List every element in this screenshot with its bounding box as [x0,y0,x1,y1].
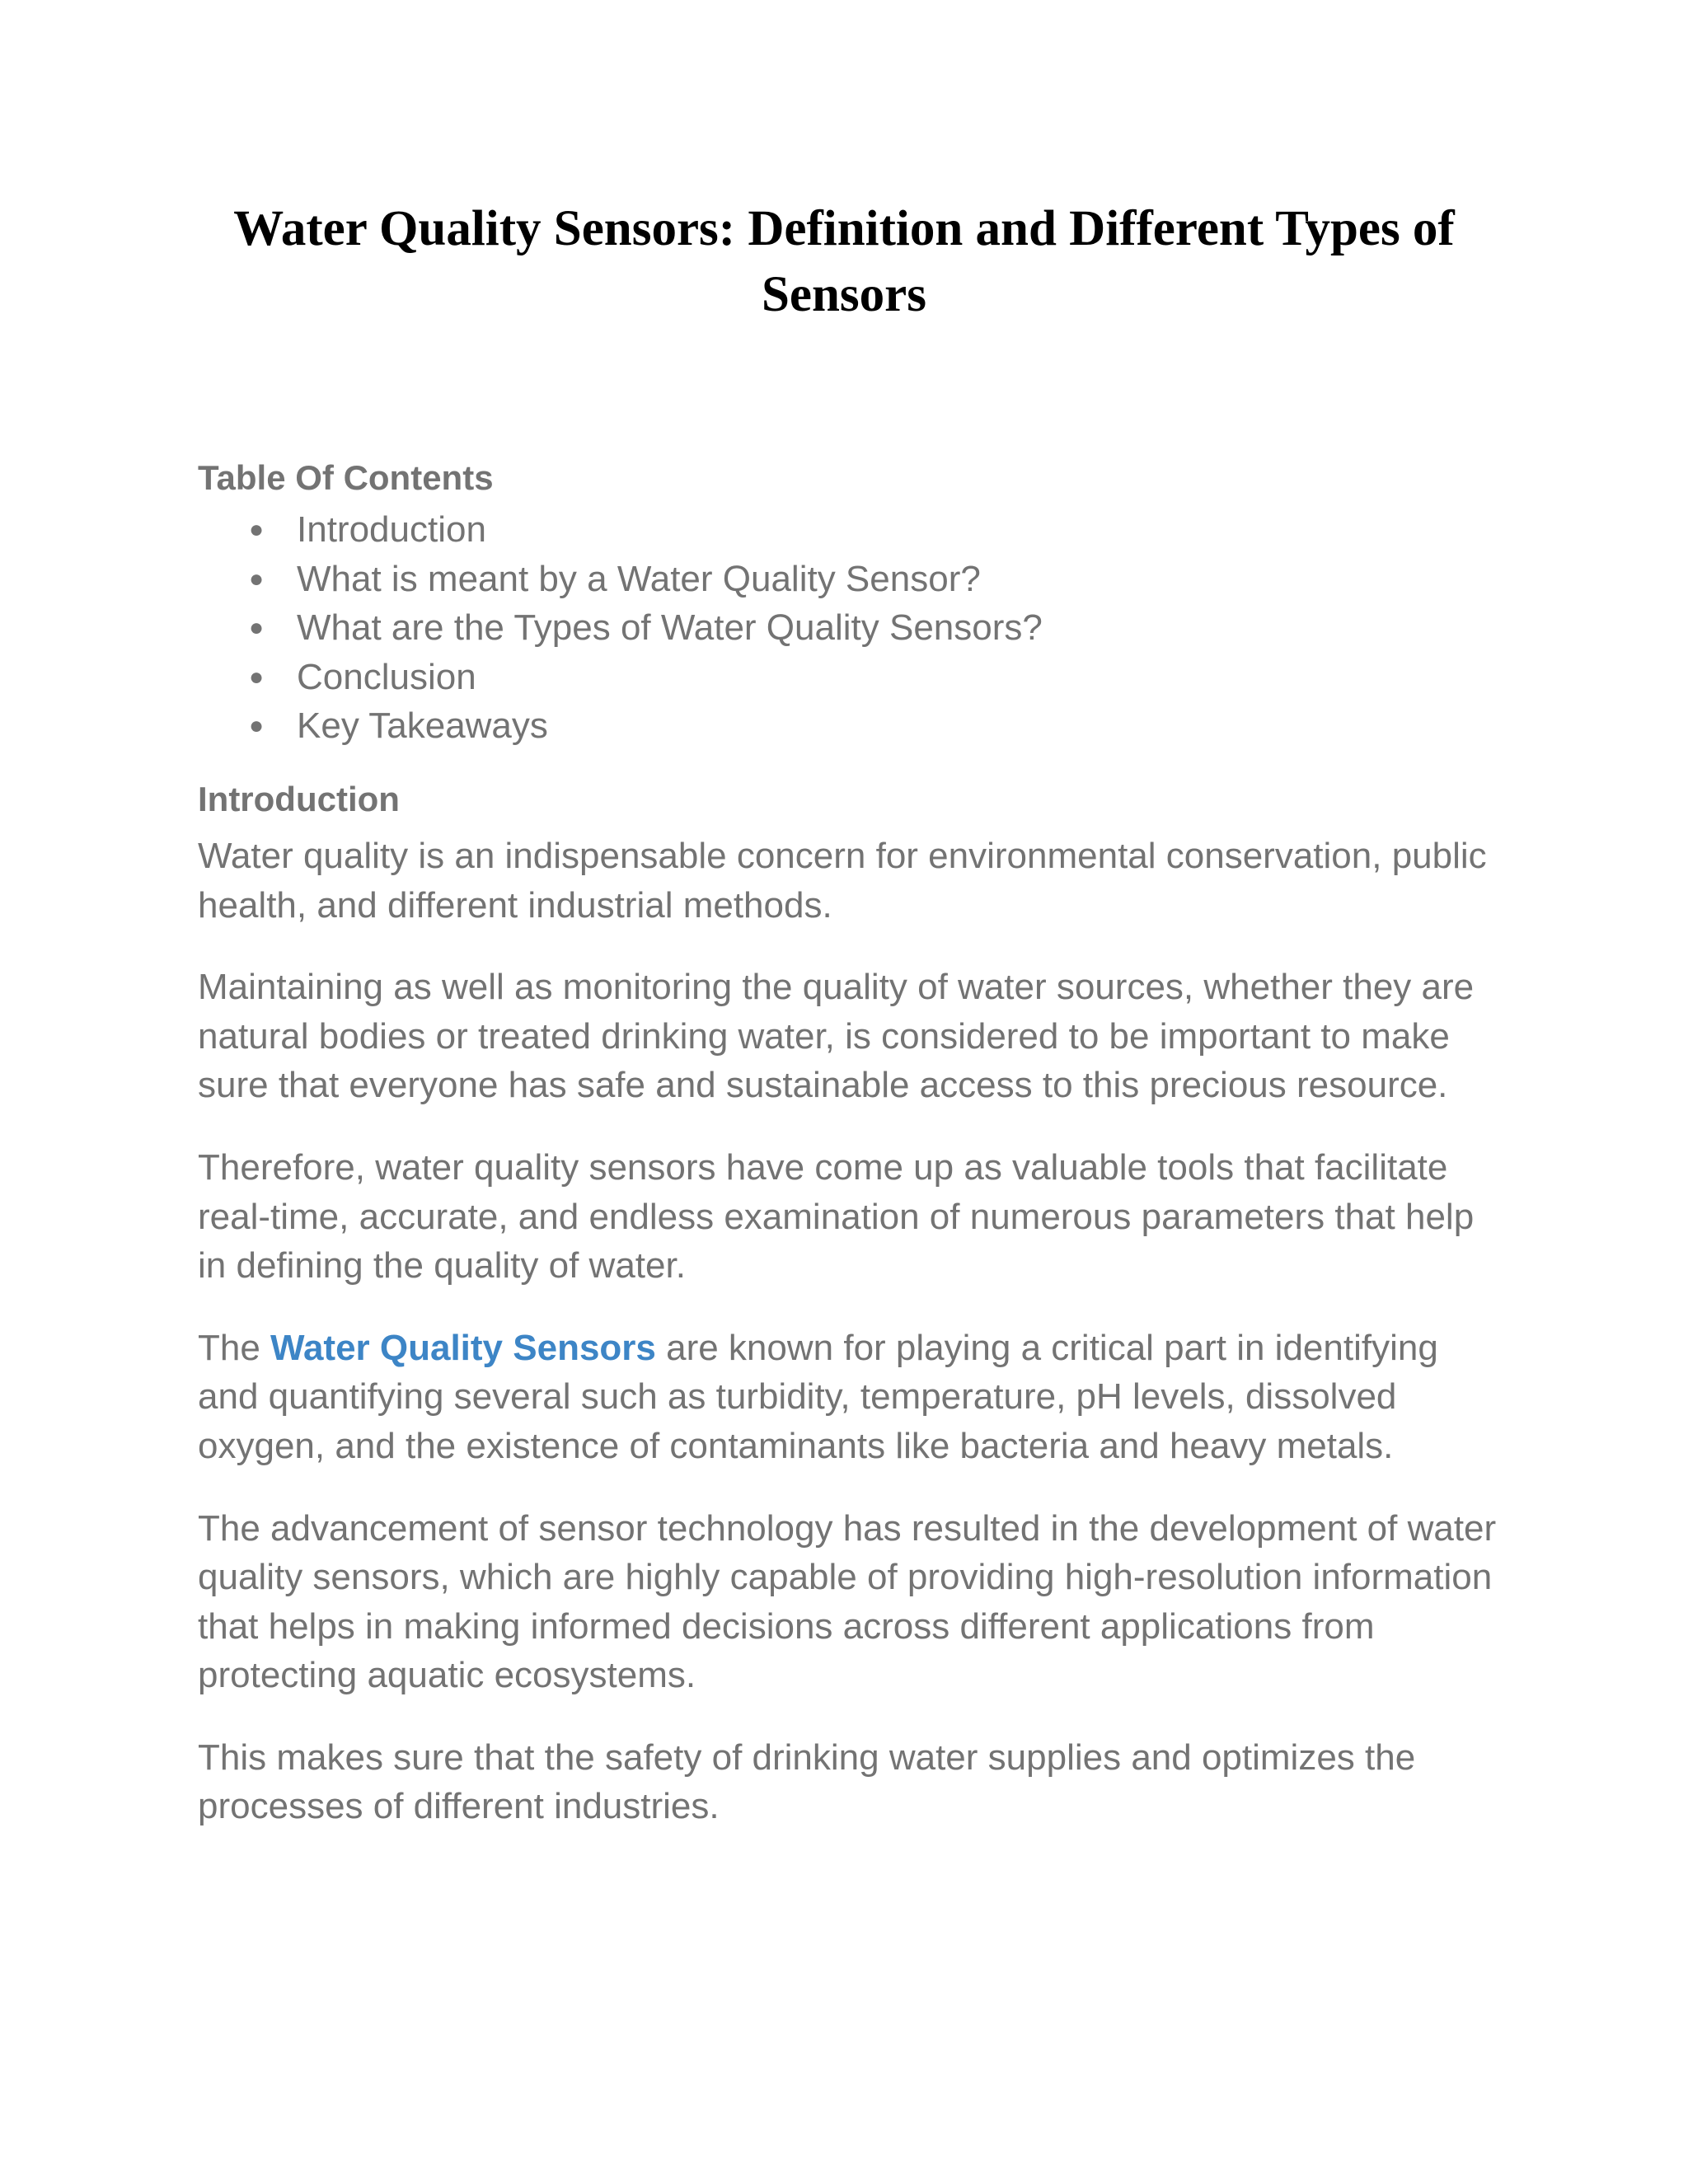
toc-item-introduction[interactable] [198,505,1500,555]
bullet-icon: ● [249,614,265,642]
document-body [198,454,1500,1864]
bullet-icon: ● [249,663,265,691]
toc-item-label: Introduction [297,509,486,550]
introduction-heading: Introduction [198,779,400,818]
bullet-icon: ● [249,516,265,543]
toc-item-label: What are the Types of Water Quality Sensors? [297,607,1043,649]
toc-list [198,505,1500,751]
intro-paragraph-2: Maintaining as well as monitoring the quality of water sources, whether they are natural bodies or treated drinking water, is considered to be important to make sure that everyone has safe and sustainable access to this precious resource. [198,967,1475,1106]
intro-paragraph-5: The advancement of sensor technology has resulted in the development of water quality sensors, which are highly capable of providing high-resolution information that helps in making informed decisions across different applications from protecting aquatic ecosystems. [198,1507,1497,1696]
paragraph-text-before-link: The [198,1327,271,1368]
toc-item-conclusion[interactable] [198,653,1500,702]
bullet-icon: ● [249,712,265,740]
toc-item-label: What is meant by a Water Quality Sensor? [297,558,981,599]
toc-item-what-is-sensor[interactable] [198,555,1500,604]
intro-paragraph-6: This makes sure that the safety of drinking water supplies and optimizes the processes of different industries. [198,1736,1416,1827]
intro-paragraph-4 [198,1324,1500,1471]
paragraph-text-after-link: are known for playing a critical part in identifying and quantifying several such as turbidity, temperature, pH levels, dissolved oxygen, and the existence of contaminants like bacteria and heavy metals. [198,1327,1438,1466]
intro-paragraph-3: Therefore, water quality sensors have come up as valuable tools that facilitate real-time, accurate, and endless examination of numerous parameters that help in defining the quality of water. [198,1146,1475,1286]
water-quality-sensors-link[interactable]: Water Quality Sensors [270,1327,656,1368]
toc-heading: Table Of Contents [198,458,494,497]
toc-item-label: Key Takeaways [297,705,548,747]
toc-item-sensor-types[interactable] [198,603,1500,653]
intro-paragraph-1: Water quality is an indispensable concern for environmental conservation, public health, and different industrial methods. [198,835,1487,926]
toc-item-key-takeaways[interactable] [198,701,1500,751]
page-title: Water Quality Sensors: Definition and Different Types of Sensors [233,201,1455,322]
toc-item-label: Conclusion [297,656,476,697]
bullet-icon: ● [249,565,265,593]
